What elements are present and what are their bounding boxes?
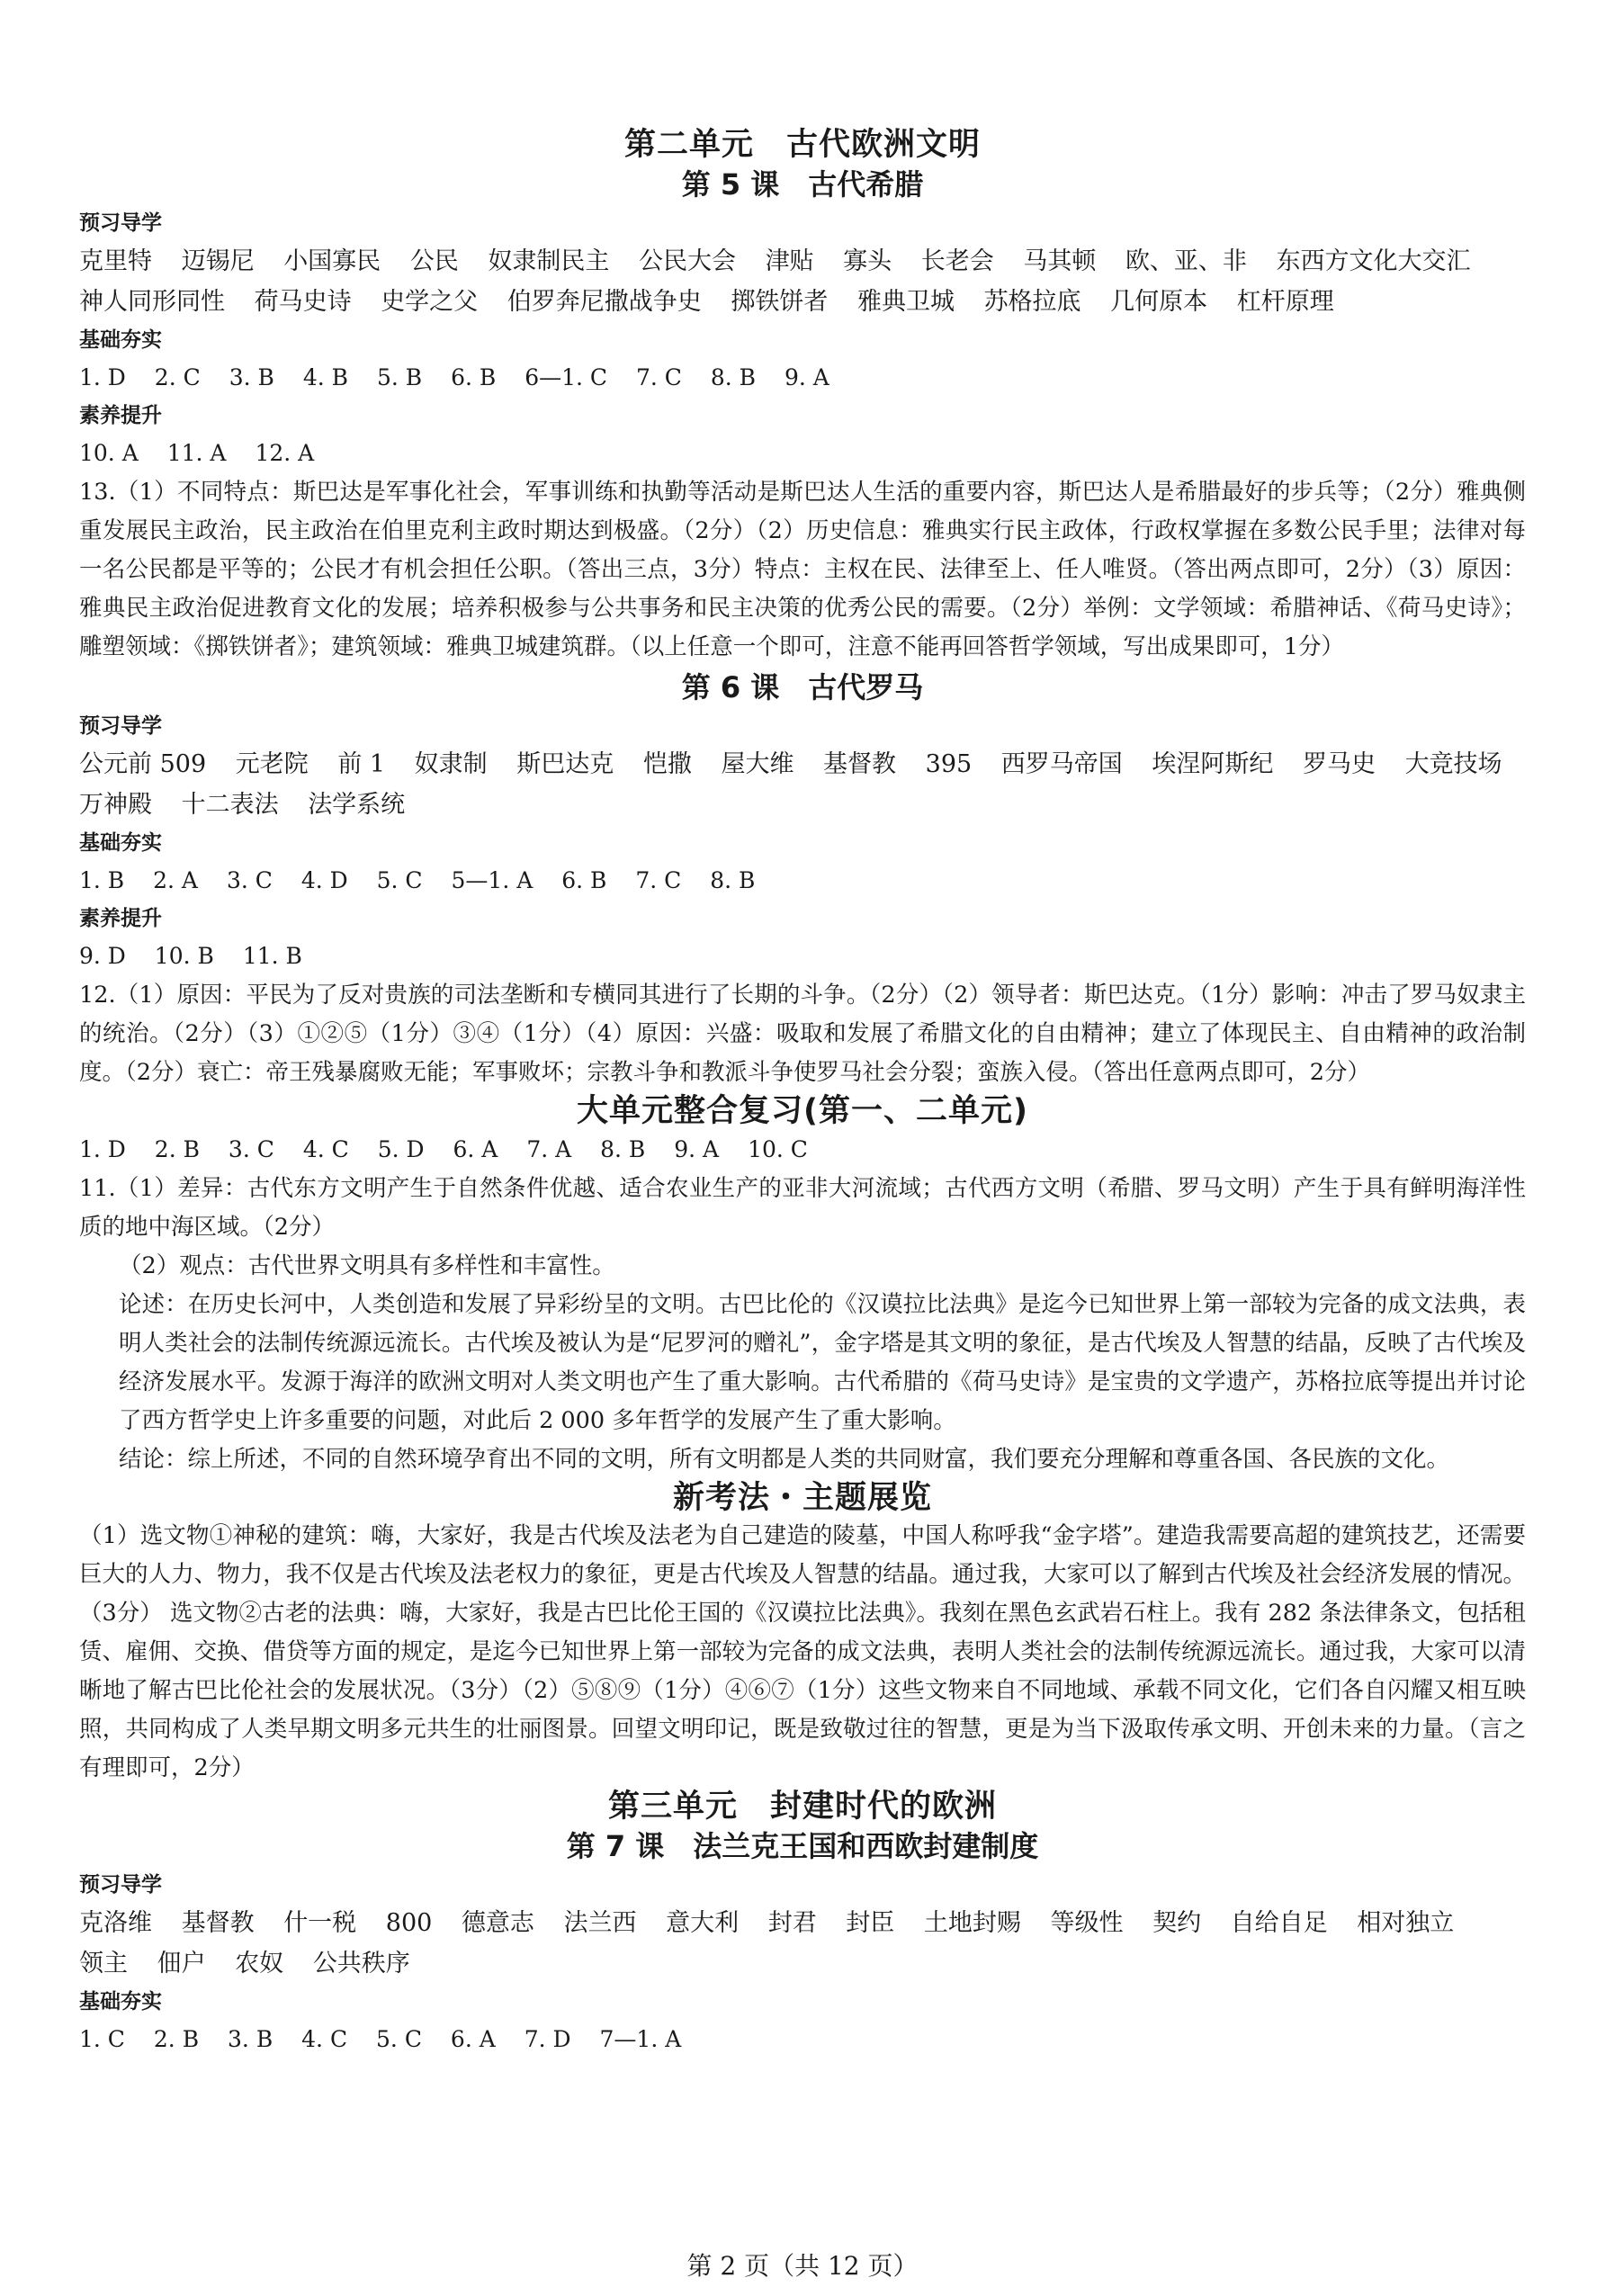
term-item: 克里特 xyxy=(79,247,152,275)
answer-item: 4. C xyxy=(301,2026,348,2052)
term-item: 封君 xyxy=(767,1909,817,1937)
term-item: 公共秩序 xyxy=(312,1950,410,1978)
term-list xyxy=(79,1903,1526,1984)
term-item: 元老院 xyxy=(235,750,309,778)
answer-item: 2. B xyxy=(154,1136,200,1162)
term-item: 津贴 xyxy=(765,247,814,275)
section-heading: 预习导学 xyxy=(79,211,162,235)
term-item: 欧、亚、非 xyxy=(1125,247,1247,275)
term-item: 德意志 xyxy=(461,1909,534,1937)
term-item: 公元前 509 xyxy=(79,750,207,778)
lesson-label: 第 5 课 xyxy=(681,167,780,202)
answer-item: 9. A xyxy=(674,1136,720,1162)
page-footer: 第 2 页（共 12 页） xyxy=(686,2251,919,2281)
unit-label: 第二单元 xyxy=(623,127,754,163)
answer-item: 8. B xyxy=(710,867,756,893)
term-item: 掷铁饼者 xyxy=(731,288,829,316)
term-item: 长老会 xyxy=(920,247,994,275)
term-item: 领主 xyxy=(79,1950,128,1978)
question-answer: 13.（1）不同特点：斯巴达是军事化社会，军事训练和执勤等活动是斯巴达人生活的重要内容，斯巴达人是希腊最好的步兵等；（2分）雅典侧重发展民主政治，民主政治在伯里克利主政时期达到极盛。（2分）（2）历史信息：雅典实行民主政体，行政权掌握在多数公民手里；法律对每一名公民都是平等的；公民才有机会担任公职。（答出三点，3分）特点：主权在民、法律至上、任人唯贤。（答出两点即可，2分）（3）原因：雅典民主政治促进教育文化的发展；培养积极参与公共事务和民主决策的优秀公民的需要。（2分）举例：文学领域：希腊神话、《荷马史诗》；雕塑领域：《掷铁饼者》；建筑领域：雅典卫城建筑群。（以上任意一个即可，注意不能再回答哲学领域，写出成果即可，1分） xyxy=(79,479,1526,660)
answer-item: 11. B xyxy=(242,943,302,969)
answer-item: 1. C xyxy=(79,2026,125,2052)
lesson-title xyxy=(79,667,1526,708)
term-item: 寡头 xyxy=(843,247,892,275)
term-list xyxy=(79,744,1526,825)
unit-label: 第三单元 xyxy=(607,1789,738,1825)
term-item: 等级性 xyxy=(1050,1909,1124,1937)
answer-item: 6. B xyxy=(451,364,497,390)
term-item: 十二表法 xyxy=(181,791,279,819)
answer-list xyxy=(79,358,1526,398)
answer-item: 3. C xyxy=(228,1136,274,1162)
question-answer: 论述：在历史长河中，人类创造和发展了异彩纷呈的文明。古巴比伦的《汉谟拉比法典》是迄今已知世界上第一部较为完备的成文法典，表明人类社会的法制传统源远流长。古代埃及被认为是“尼罗河的赠礼”，金字塔是其文明的象征，是古代埃及人智慧的结晶，反映了古代埃及经济发展水平。发源于海洋的欧洲文明对人类文明也产生了重大影响。古代希腊的《荷马史诗》是宝贵的文学遗产，苏格拉底等提出并讨论了西方哲学史上许多重要的问题，对此后 2 000 多年哲学的发展产生了重大影响。 xyxy=(119,1291,1526,1434)
question-answer: （1）选文物①神秘的建筑：嗨，大家好，我是古代埃及法老为自己建造的陵墓，中国人称呼我“金字塔”。建造我需要高超的建筑技艺，还需要巨大的人力、物力，我不仅是古代埃及法老权力的象征，更是古代埃及人智慧的结晶。通过我，大家可以了解到古代埃及社会经济发展的情况。（3分） 选文物②古老的法典：嗨，大家好，我是古巴比伦王国的《汉谟拉比法典》。我刻在黑色玄武岩石柱上。我有 282 条法律条文，包括租赁、雇佣、交换、借贷等方面的规定，是迄今已知世界上第一部较为完备的成文法典，表明人类社会的法制传统源远流长。通过我，大家可以清晰地了解古巴比伦社会的发展状况。（3分）（2）⑤⑧⑨（1分）④⑥⑦（1分）这些文物来自不同地域、承载不同文化，它们各自闪耀又相互映照，共同构成了人类早期文明多元共生的壮丽图景。回望文明印记，既是致敬过往的智慧，更是为当下汲取传承文明、开创未来的力量。（言之有理即可，2分） xyxy=(79,1522,1526,1781)
answer-item: 5. D xyxy=(377,1136,425,1162)
lesson-label: 第 6 课 xyxy=(681,670,780,704)
lesson-title xyxy=(79,164,1526,205)
term-item: 395 xyxy=(925,750,973,778)
answer-item: 1. B xyxy=(79,867,125,893)
answer-item: 3. C xyxy=(226,867,273,893)
answer-item: 6. A xyxy=(450,2026,496,2052)
section-heading: 基础夯实 xyxy=(79,328,162,352)
term-item: 前 1 xyxy=(337,750,386,778)
answer-item: 10. C xyxy=(748,1136,808,1162)
term-item: 基督教 xyxy=(823,750,897,778)
answer-list xyxy=(79,1130,1526,1170)
term-item: 公民 xyxy=(409,247,459,275)
answer-item: 4. B xyxy=(302,364,348,390)
term-item: 公民大会 xyxy=(638,247,736,275)
section-heading: 素养提升 xyxy=(79,907,162,930)
term-item: 荷马史诗 xyxy=(254,288,352,316)
answer-item: 12. A xyxy=(255,440,315,466)
term-item: 契约 xyxy=(1152,1909,1202,1937)
lesson-label: 第 7 课 xyxy=(566,1829,665,1863)
answer-list xyxy=(79,2020,1526,2059)
answer-list xyxy=(79,861,1526,901)
answer-item: 3. B xyxy=(228,2026,273,2052)
term-item: 法学系统 xyxy=(308,791,406,819)
answer-item: 7. C xyxy=(635,867,682,893)
answer-item: 5. C xyxy=(376,867,423,893)
lesson-name: 古代希腊 xyxy=(808,167,924,202)
question-answer: （2）观点：古代世界文明具有多样性和丰富性。 xyxy=(119,1252,615,1279)
term-item: 基督教 xyxy=(181,1909,255,1937)
term-item: 迈锡尼 xyxy=(181,247,255,275)
answer-item: 6. B xyxy=(561,867,607,893)
term-item: 奴隶制民主 xyxy=(488,247,610,275)
answer-item: 5—1. A xyxy=(451,867,534,893)
term-item: 大竞技场 xyxy=(1404,750,1502,778)
answer-item: 3. B xyxy=(229,364,274,390)
term-item: 封臣 xyxy=(846,1909,895,1937)
term-item: 800 xyxy=(385,1909,433,1937)
answer-item: 4. D xyxy=(300,867,348,893)
answer-item: 11. A xyxy=(166,440,227,466)
answer-item: 5. B xyxy=(376,364,423,390)
answer-item: 8. B xyxy=(600,1136,646,1162)
answer-item: 6. A xyxy=(453,1136,498,1162)
unit-name: 封建时代的欧洲 xyxy=(770,1789,998,1825)
answer-list xyxy=(79,937,1526,976)
lesson-title xyxy=(79,1825,1526,1867)
term-item: 斯巴达克 xyxy=(516,750,614,778)
term-item: 法兰西 xyxy=(563,1909,637,1937)
unit-title xyxy=(79,1788,1526,1825)
answer-item: 2. B xyxy=(153,2026,200,2052)
answer-item: 9. D xyxy=(79,943,126,969)
term-item: 马其顿 xyxy=(1023,247,1097,275)
unit-title xyxy=(79,126,1526,164)
term-item: 史学之父 xyxy=(381,288,479,316)
term-item: 土地封赐 xyxy=(923,1909,1021,1937)
answer-item: 7. C xyxy=(635,364,682,390)
answer-item: 5. C xyxy=(376,2026,422,2052)
section-heading: 基础夯实 xyxy=(79,831,162,855)
answer-item: 7. A xyxy=(526,1136,572,1162)
term-item: 佃户 xyxy=(157,1950,206,1978)
exam-title: 新考法・主题展览 xyxy=(672,1480,932,1516)
lesson-name: 古代罗马 xyxy=(808,670,924,704)
term-item: 小国寡民 xyxy=(283,247,381,275)
term-item: 神人同形同性 xyxy=(79,288,225,316)
answer-item: 7—1. A xyxy=(599,2026,682,2052)
section-heading: 素养提升 xyxy=(79,404,162,427)
term-item: 雅典卫城 xyxy=(856,288,955,316)
term-item: 苏格拉底 xyxy=(983,288,1081,316)
answer-item: 6—1. C xyxy=(525,364,608,390)
answer-item: 2. C xyxy=(154,364,201,390)
section-heading: 基础夯实 xyxy=(79,1990,162,2013)
section-heading: 预习导学 xyxy=(79,714,162,738)
review-title: 大单元整合复习(第一、二单元) xyxy=(577,1093,1028,1129)
answer-item: 1. D xyxy=(79,1136,126,1162)
term-item: 相对独立 xyxy=(1357,1909,1455,1937)
question-answer: 12.（1）原因：平民为了反对贵族的司法垄断和专横同其进行了长期的斗争。（2分）（2）领导者：斯巴达克。（1分）影响：冲击了罗马奴隶主的统治。（2分）（3）①②⑤（1分）③④（1分）（4）原因：兴盛：吸取和发展了希腊文化的自由精神；建立了体现民主、自由精神的政治制度。（2分）衰亡：帝王残暴腐败无能；军事败坏；宗教斗争和教派斗争使罗马社会分裂；蛮族入侵。（答出任意两点即可，2分） xyxy=(79,982,1526,1086)
answer-item: 8. B xyxy=(710,364,757,390)
lesson-name: 法兰克王国和西欧封建制度 xyxy=(693,1829,1039,1863)
term-item: 农奴 xyxy=(235,1950,284,1978)
answer-item: 7. D xyxy=(524,2026,571,2052)
answer-item: 4. C xyxy=(302,1136,349,1162)
term-item: 埃涅阿斯纪 xyxy=(1152,750,1274,778)
answer-item: 9. A xyxy=(785,364,829,390)
term-item: 奴隶制 xyxy=(414,750,488,778)
term-item: 自给自足 xyxy=(1230,1909,1328,1937)
term-item: 恺撒 xyxy=(642,750,692,778)
answer-item: 2. A xyxy=(153,867,198,893)
answer-item: 10. A xyxy=(79,440,139,466)
term-item: 万神殿 xyxy=(79,791,152,819)
question-answer: 结论：综上所述，不同的自然环境孕育出不同的文明，所有文明都是人类的共同财富，我们要充分理解和尊重各国、各民族的文化。 xyxy=(119,1446,1450,1473)
term-item: 几何原本 xyxy=(1110,288,1208,316)
term-item: 罗马史 xyxy=(1302,750,1376,778)
term-item: 屋大维 xyxy=(721,750,794,778)
term-list xyxy=(79,241,1526,322)
term-item: 什一税 xyxy=(283,1909,357,1937)
answer-list xyxy=(79,434,1526,473)
term-item: 克洛维 xyxy=(79,1909,152,1937)
term-item: 西罗马帝国 xyxy=(1000,750,1123,778)
section-heading: 预习导学 xyxy=(79,1873,162,1897)
term-item: 东西方文化大交汇 xyxy=(1276,247,1471,275)
term-item: 杠杆原理 xyxy=(1236,288,1334,316)
answer-item: 1. D xyxy=(79,364,126,390)
question-answer: 11.（1）差异：古代东方文明产生于自然条件优越、适合农业生产的亚非大河流域；古代西方文明（希腊、罗马文明）产生于具有鲜明海洋性质的地中海区域。（2分） xyxy=(79,1175,1526,1241)
term-item: 伯罗奔尼撒战争史 xyxy=(507,288,702,316)
answer-item: 10. B xyxy=(154,943,214,969)
term-item: 意大利 xyxy=(666,1909,740,1937)
unit-name: 古代欧洲文明 xyxy=(786,127,982,163)
